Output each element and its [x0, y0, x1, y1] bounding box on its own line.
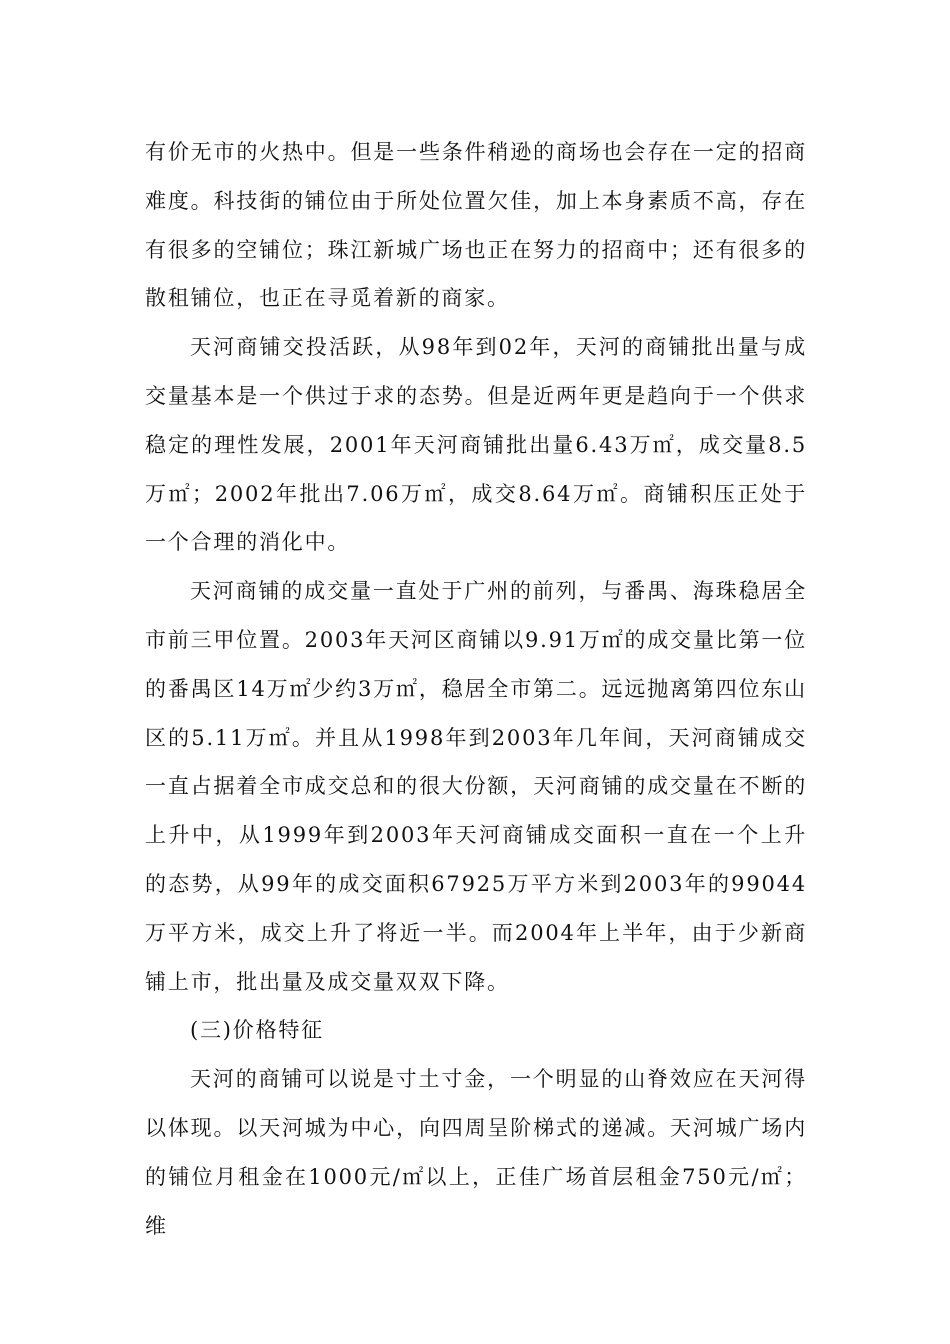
paragraph-price-features: 天河的商铺可以说是寸土寸金，一个明显的山脊效应在天河得以体现。以天河城为中心，向四周呈阶梯式的递减。天河城广场内的铺位月租金在1000元/㎡以上，正佳广场首层租金750元/㎡；维	[145, 1067, 807, 1238]
paragraph-continuation: 有价无市的火热中。但是一些条件稍逊的商场也会存在一定的招商难度。科技街的铺位由于所处位置欠佳，加上本身素质不高，存在有很多的空铺位；珠江新城广场也正在努力的招商中；还有很多的散租铺位，也正在寻觅着新的商家。	[145, 140, 807, 311]
paragraph-transaction-activity: 天河商铺交投活跃，从98年到02年，天河的商铺批出量与成交量基本是一个供过于求的态势。但是近两年更是趋向于一个供求稳定的理性发展，2001年天河商铺批出量6.43万㎡，成交量8.5万㎡；2002年批出7.06万㎡，成交8.64万㎡。商铺积压正处于一个合理的消化中。	[145, 335, 807, 555]
document-body	[145, 128, 807, 1250]
section-heading-price-features: (三)价格特征	[190, 1018, 324, 1043]
paragraph-transaction-ranking: 天河商铺的成交量一直处于广州的前列，与番禺、海珠稳居全市前三甲位置。2003年天河区商铺以9.91万㎡的成交量比第一位的番禺区14万㎡少约3万㎡，稳居全市第二。远远抛离第四位东山区的5.11万㎡。并且从1998年到2003年几年间，天河商铺成交一直占据着全市成交总和的很大份额，天河商铺的成交量在不断的上升中，从1999年到2003年天河商铺成交面积一直在一个上升的态势，从99年的成交面积67925万平方米到2003年的99044万平方米，成交上升了将近一半。而2004年上半年，由于少新商铺上市，批出量及成交量双双下降。	[145, 579, 807, 994]
